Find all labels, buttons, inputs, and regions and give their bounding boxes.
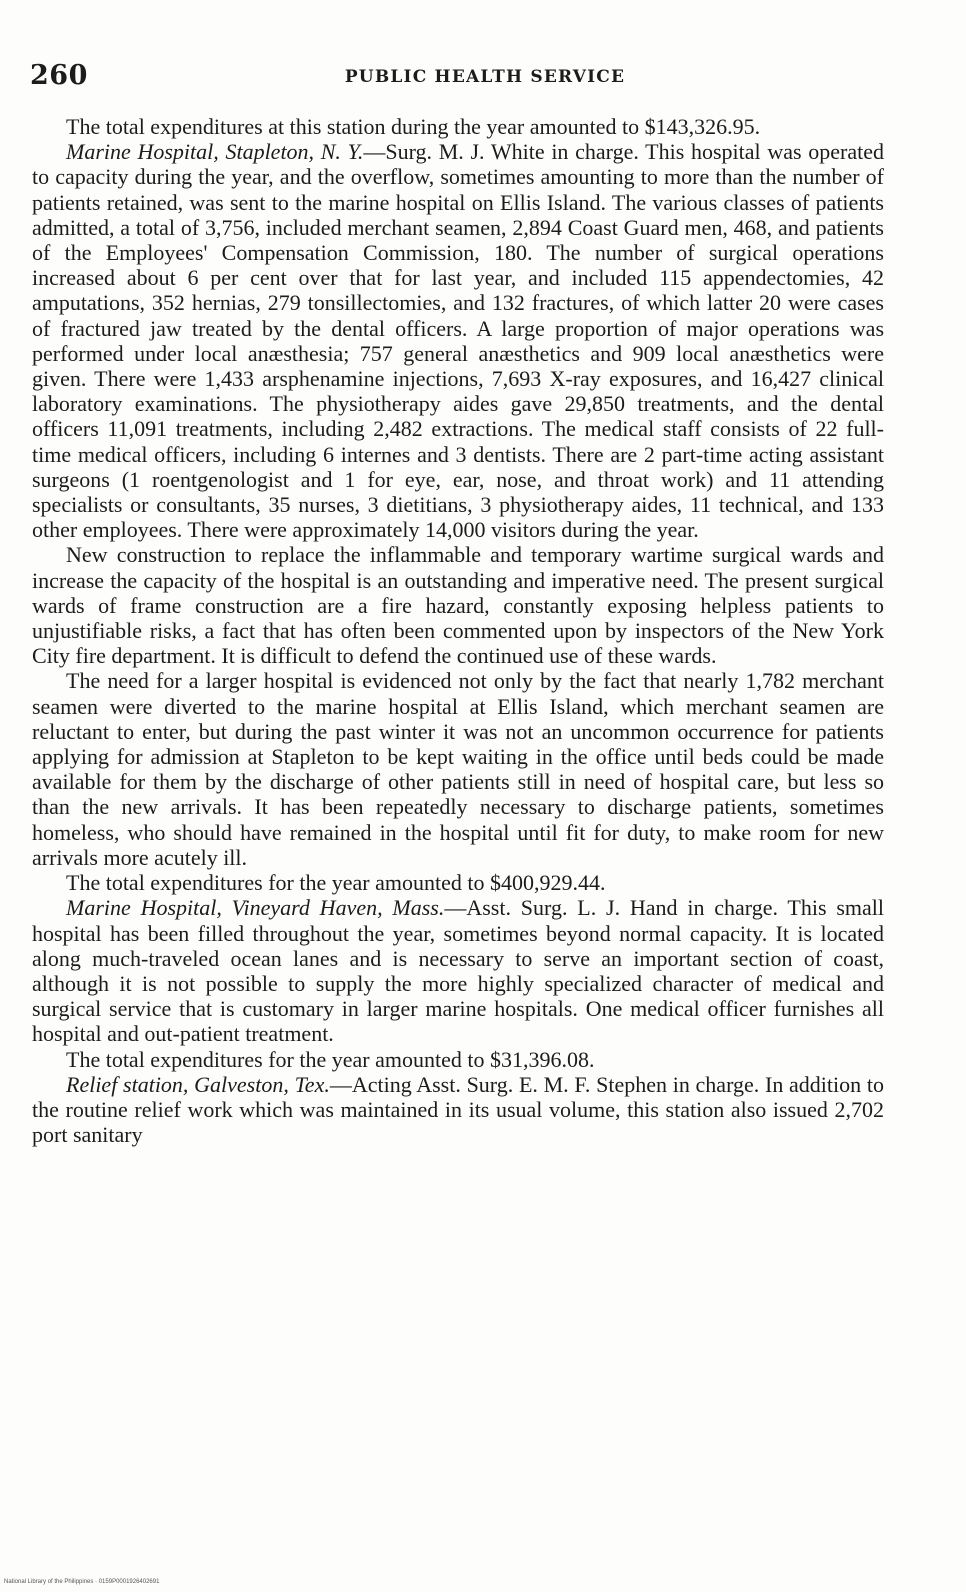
paragraph xyxy=(32,139,884,542)
paragraph xyxy=(32,114,884,139)
running-head: PUBLIC HEALTH SERVICE xyxy=(344,67,626,87)
paragraph-text: The total expenditures for the year amounted to $400,929.44. xyxy=(66,870,606,896)
scan-footer: National Library of the Philippines · 0159P0001926402691 xyxy=(4,1579,160,1585)
paragraph-lead: Marine Hospital, Vineyard Haven, Mass. xyxy=(66,895,445,921)
paragraph-lead: Relief station, Galveston, Tex. xyxy=(66,1071,330,1097)
paragraph-text: The total expenditures at this station during the year amounted to $143,326.95. xyxy=(66,114,761,139)
paragraph-text: —Surg. M. J. White in charge. This hospital was operated to capacity during the year, and the overflow, sometimes amounting to more than the number of patients retained, was sent to the marine hospital on Ellis Island. The various classes of patients admitted, a total of 3,756, included merchant seamen, 2,894 Coast Guard men, 468, and patients of the Employees' Compensation Commission, 180. The number of surgical operations increased about 6 per cent over that for last year, and included 115 appendectomies, 42 amputations, 352 hernias, 279 tonsillectomies, and 132 fractures, of which latter 20 were cases of fractured jaw treated by the dental officers. A large proportion of major operations was performed under local anæsthesia; 757 general anæsthetics and 909 local anæsthetics were given. There were 1,433 arsphenamine injections, 7,693 X-ray exposures, and 16,427 clinical laboratory examinations. The physiotherapy aides gave 29,850 treatments, and the dental officers 11,091 treatments, including 2,482 extractions. The medical staff consists of 22 full-time medical officers, including 6 internes and 3 dentists. There are 2 part-time acting assistant surgeons (1 roentgenologist and 1 for eye, ear, nose, and throat work) and 11 attending specialists or consultants, 35 nurses, 3 dietitians, 3 physiotherapy aides, 11 technical, and 133 other employees. There were approximately 14,000 visitors during the year. xyxy=(32,139,884,543)
page-header xyxy=(30,60,900,100)
paragraph-text: —Asst. Surg. L. J. Hand in charge. This small hospital has been filled throughout the year, sometimes beyond normal capacity. It is located along much-traveled ocean lanes and is necessary to serve an important section of coast, although it is not possible to supply the more highly specialized character of medical and surgical service that is customary in larger marine hospitals. One medical officer furnishes all hospital and out-patient treatment. xyxy=(32,895,885,1047)
paragraph xyxy=(32,542,884,668)
paragraph-text: The need for a larger hospital is evidenced not only by the fact that nearly 1,782 merchant seamen were diverted to the marine hospital at Ellis Island, which merchant seamen are reluctant to enter, but during the past winter it was not an uncommon occurrence for patients applying for admission at Stapleton to be kept waiting in the office until beds could be made available for them by the discharge of other patients still in need of hospital care, but less so than the new arrivals. It has been repeatedly necessary to discharge patients, sometimes homeless, who should have remained in the hospital until fit for duty, to make room for new arrivals more acutely ill. xyxy=(32,668,884,870)
paragraph xyxy=(32,668,884,870)
paragraph-text: —Acting Asst. Surg. E. M. F. Stephen in charge. In addition to the routine relief work which was maintained in its usual volume, this station also issued 2,702 port sanitary xyxy=(32,1071,884,1148)
paragraph-text: New construction to replace the inflammable and temporary wartime surgical wards and increase the capacity of the hospital is an outstanding and imperative need. The present surgical wards of frame construction are a fire hazard, constantly exposing helpless patients to unjustifiable risks, a fact that has often been commented upon by inspectors of the New York City fire department. It is difficult to defend the continued use of these wards. xyxy=(32,542,884,669)
paragraph-lead: Marine Hospital, Stapleton, N. Y. xyxy=(66,139,364,165)
paragraph xyxy=(32,870,884,895)
body-text xyxy=(32,114,884,1147)
paragraph xyxy=(32,1072,884,1148)
paragraph xyxy=(32,1047,884,1072)
page-number: 260 xyxy=(30,60,88,91)
paragraph-text: The total expenditures for the year amounted to $31,396.08. xyxy=(66,1046,595,1072)
paragraph xyxy=(32,895,884,1046)
